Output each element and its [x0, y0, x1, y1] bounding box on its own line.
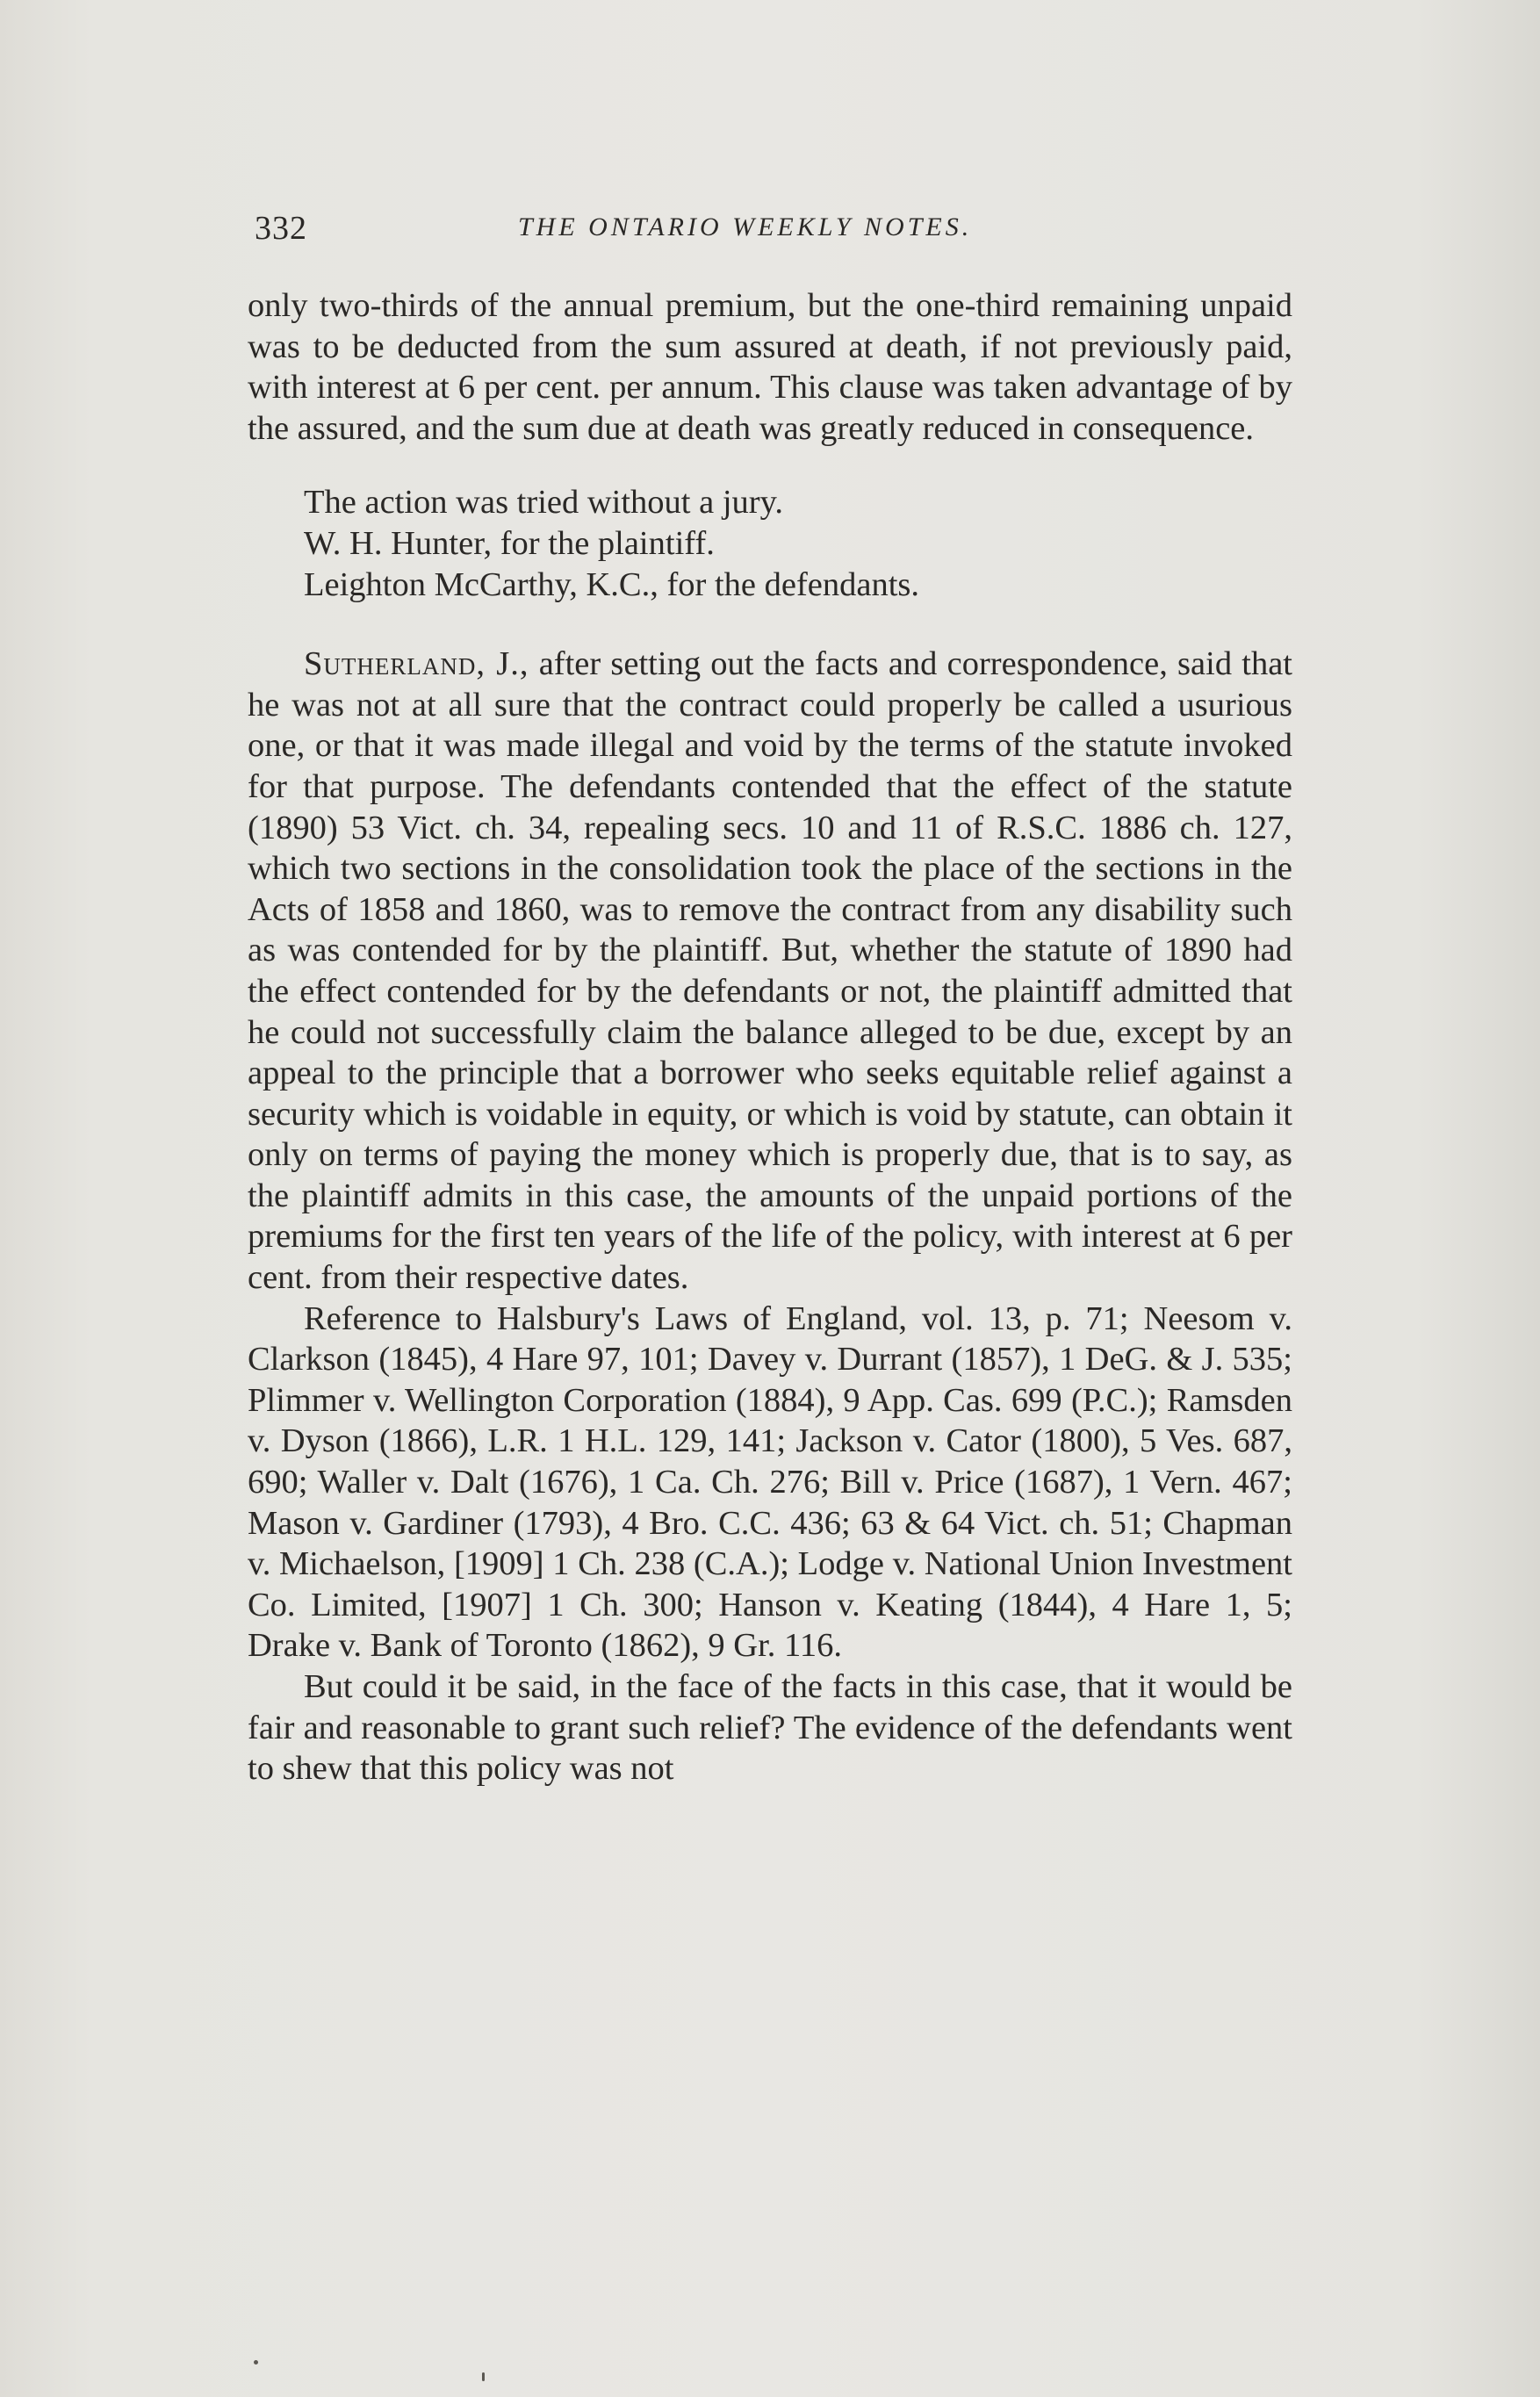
paragraph-premium-clause: only two-thirds of the annual premium, but the one-third remaining unpaid was to be deducted from the sum assured at death, if not previously paid, with interest at 6 per cent. per annum. This clause was taken advantage of by the assured, and the sum due at death was greatly reduced in consequence. [248, 287, 1292, 447]
running-head [255, 209, 1308, 253]
page-number: 332 [255, 210, 307, 247]
body-text [248, 285, 1292, 1789]
paragraph-references: Reference to Halsbury's Laws of England, vol. 13, p. 71; Neesom v. Clarkson (1845), 4 Hare 97, 101; Davey v. Durrant (1857), 1 DeG. & J. 535; Plimmer v. Wellington Corporation (1884), 9 App. Cas. 699 (P.C.); Ramsden v. Dyson (1866), L.R. 1 H.L. 129, 141; Jackson v. Cator (1800), 5 Ves. 687, 690; Waller v. Dalt (1676), 1 Ca. Ch. 276; Bill v. Price (1687), 1 Vern. 467; Mason v. Gardiner (1793), 4 Bro. C.C. 436; 63 & 64 Vict. ch. 51; Chapman v. Michaelson, [1909] 1 Ch. 238 (C.A.); Lodge v. National Union Investment Co. Limited, [1907] 1 Ch. 300; Hanson v. Keating (1844), 4 Hare 1, 5; Drake v. Bank of Toronto (1862), 9 Gr. 116. [248, 1299, 1292, 1665]
judge-name: Sutherland, J., [304, 645, 529, 683]
paragraph-relief-question: But could it be said, in the face of the facts in this case, that it would be fair and reasonable to grant such relief? The evidence of the defendants went to shew that this policy was not [248, 1668, 1292, 1788]
journal-title: THE ONTARIO WEEKLY NOTES. [518, 212, 973, 241]
ink-speck [482, 2372, 485, 2381]
counsel-plaintiff: W. H. Hunter, for the plaintiff. [304, 524, 715, 562]
paragraph-judgment [248, 644, 1292, 1299]
counsel-defendants: Leighton McCarthy, K.C., for the defendants. [304, 565, 920, 603]
trial-note: The action was tried without a jury. [304, 484, 783, 522]
ink-speck [254, 2360, 258, 2365]
judgment-text: after setting out the facts and correspondence, said that he was not at all sure that the contract could properly be called a usurious one, or that it was made illegal and void by the terms of the statute invoked for that purpose. The defendants contended that the effect of the statute (1890) 53 Vict. ch. 34, repealing secs. 10 and 11 of R.S.C. 1886 ch. 127, which two sections in the consolidation took the place of the sections in the Acts of 1858 and 1860, was to remove the contract from any disability such as was contended for by the plaintiff. But, whether the statute of 1890 had the effect contended for by the defendants or not, the plaintiff admitted that he could not successfully claim the balance alleged to be due, except by an appeal to the principle that a borrower who seeks equitable relief against a security which is voidable in equity, or which is void by statute, can obtain it only on terms of paying the money which is properly due, that is to say, as the plaintiff admits in this case, the amounts of the unpaid portions of the premiums for the first ten years of the life of the policy, with interest at 6 per cent. from their respective dates. [248, 645, 1293, 1297]
